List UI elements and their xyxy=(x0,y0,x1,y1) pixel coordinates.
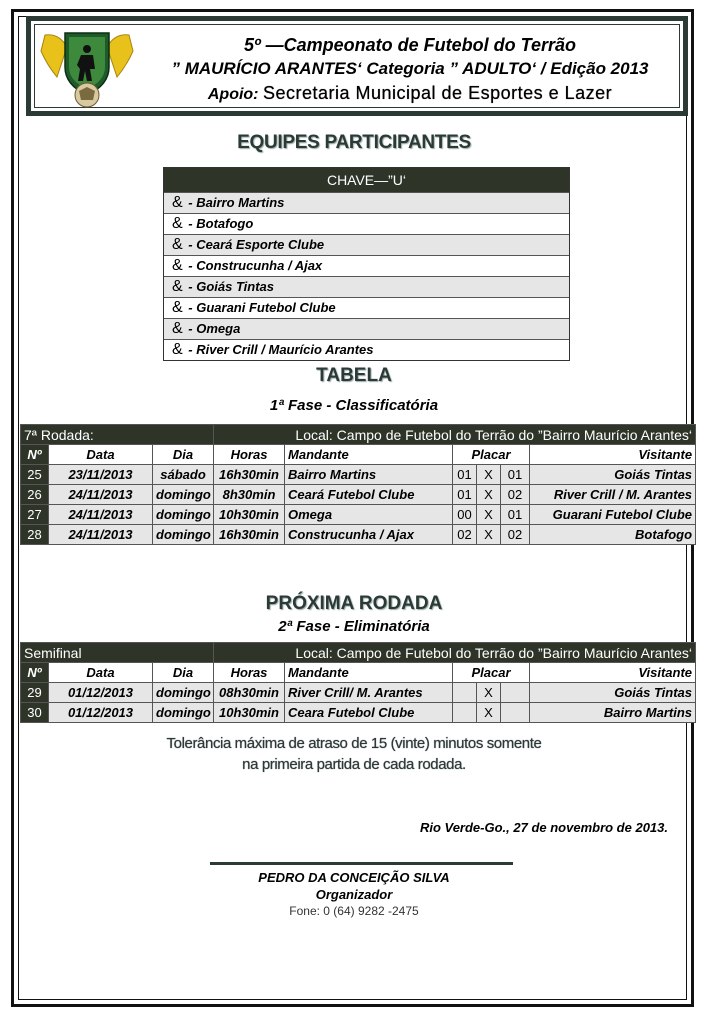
score-separator: X xyxy=(477,683,501,703)
col-score: Placar xyxy=(453,445,530,465)
ampersand-bullet-icon: & xyxy=(172,278,183,295)
group-header: CHAVE—”U‘ xyxy=(164,168,569,192)
home-team: Ceará Futebol Clube xyxy=(285,485,453,505)
col-score: Placar xyxy=(453,663,530,683)
game-number: 25 xyxy=(21,465,49,485)
home-team: Omega xyxy=(285,505,453,525)
home-score xyxy=(453,683,477,703)
game-number: 28 xyxy=(21,525,49,545)
tolerance-note-line2: na primeira partida de cada rodada. xyxy=(242,756,466,773)
document-date: Rio Verde-Go., 27 de novembro de 2013. xyxy=(419,820,668,835)
team-row xyxy=(164,255,569,276)
game-time: 16h30min xyxy=(214,525,285,545)
header-box xyxy=(26,16,688,116)
ampersand-bullet-icon: & xyxy=(172,341,183,358)
home-team: Ceara Futebol Clube xyxy=(285,703,453,723)
game-date: 24/11/2013 xyxy=(49,525,153,545)
next-round-title: PRÓXIMA RODADA xyxy=(265,593,443,614)
team-row xyxy=(164,318,569,339)
organizer-name: PEDRO DA CONCEIÇÃO SILVA xyxy=(258,870,450,885)
away-team: Bairro Martins xyxy=(530,703,696,723)
col-home: Mandante xyxy=(285,445,453,465)
game-time: 08h30min xyxy=(214,683,285,703)
game-row xyxy=(21,703,696,723)
game-day: domingo xyxy=(153,703,214,723)
team-row xyxy=(164,213,569,234)
game-number: 27 xyxy=(21,505,49,525)
away-score xyxy=(501,683,530,703)
game-row xyxy=(21,465,696,485)
away-team: Guarani Futebol Clube xyxy=(530,505,696,525)
game-date: 01/12/2013 xyxy=(49,683,153,703)
team-name: - River Crill / Maurício Arantes xyxy=(188,342,374,357)
score-separator: X xyxy=(477,525,501,545)
organizer-role: Organizador xyxy=(315,887,393,902)
team-row xyxy=(164,339,569,360)
game-time: 10h30min xyxy=(214,703,285,723)
team-row xyxy=(164,234,569,255)
teams-title: EQUIPES PARTICIPANTES xyxy=(237,132,471,153)
teams-table xyxy=(163,167,570,361)
team-row xyxy=(164,192,569,213)
away-score: 01 xyxy=(501,465,530,485)
home-score: 00 xyxy=(453,505,477,525)
game-day: sábado xyxy=(153,465,214,485)
away-score xyxy=(501,703,530,723)
phase1-title: 1ª Fase - Classificatória xyxy=(269,397,439,414)
game-row xyxy=(21,485,696,505)
score-separator: X xyxy=(477,485,501,505)
home-score: 01 xyxy=(453,465,477,485)
game-number: 26 xyxy=(21,485,49,505)
ampersand-bullet-icon: & xyxy=(172,215,183,232)
away-score: 01 xyxy=(501,505,530,525)
game-number: 30 xyxy=(21,703,49,723)
trophy-shield-logo-icon xyxy=(37,25,137,109)
col-home: Mandante xyxy=(285,663,453,683)
away-team: Botafogo xyxy=(530,525,696,545)
col-day: Dia xyxy=(153,445,214,465)
team-list xyxy=(164,192,569,360)
support-text: Secretaria Municipal de Esportes e Lazer xyxy=(262,83,613,103)
support-label: Apoio: xyxy=(207,86,259,103)
game-time: 16h30min xyxy=(214,465,285,485)
tolerance-note-line1: Tolerância máxima de atraso de 15 (vinte) minutos somente xyxy=(166,735,542,752)
table-title: TABELA xyxy=(316,365,392,386)
team-row xyxy=(164,276,569,297)
col-time: Horas xyxy=(214,663,285,683)
col-num: Nº xyxy=(21,663,49,683)
ampersand-bullet-icon: & xyxy=(172,194,183,211)
home-team: Bairro Martins xyxy=(285,465,453,485)
away-team: Goiás Tintas xyxy=(530,465,696,485)
team-name: - Omega xyxy=(188,321,241,336)
col-away: Visitante xyxy=(530,663,696,683)
col-day: Dia xyxy=(153,663,214,683)
game-row xyxy=(21,525,696,545)
game-number: 29 xyxy=(21,683,49,703)
championship-title: 5º —Campeonato de Futebol do Terrão xyxy=(244,35,576,55)
away-team: River Crill / M. Arantes xyxy=(530,485,696,505)
team-name: - Construcunha / Ajax xyxy=(188,258,323,273)
round7-table xyxy=(20,424,696,545)
col-away: Visitante xyxy=(530,445,696,465)
col-date: Data xyxy=(49,445,153,465)
game-day: domingo xyxy=(153,505,214,525)
away-score: 02 xyxy=(501,525,530,545)
game-day: domingo xyxy=(153,525,214,545)
organizer-phone: Fone: 0 (64) 9282 -2475 xyxy=(289,904,419,918)
team-row xyxy=(164,297,569,318)
game-date: 24/11/2013 xyxy=(49,485,153,505)
score-separator: X xyxy=(477,465,501,485)
game-day: domingo xyxy=(153,485,214,505)
col-time: Horas xyxy=(214,445,285,465)
game-time: 8h30min xyxy=(214,485,285,505)
col-date: Data xyxy=(49,663,153,683)
game-day: domingo xyxy=(153,683,214,703)
away-team: Goiás Tintas xyxy=(530,683,696,703)
ampersand-bullet-icon: & xyxy=(172,236,183,253)
team-name: - Bairro Martins xyxy=(188,195,285,210)
away-score: 02 xyxy=(501,485,530,505)
team-name: - Guarani Futebol Clube xyxy=(188,300,336,315)
home-score: 01 xyxy=(453,485,477,505)
round-label: Semifinal xyxy=(21,643,214,663)
team-name: - Ceará Esporte Clube xyxy=(188,237,325,252)
game-time: 10h30min xyxy=(214,505,285,525)
game-row xyxy=(21,505,696,525)
home-team: River Crill/ M. Arantes xyxy=(285,683,453,703)
semifinal-table xyxy=(20,642,696,723)
venue-label: Local: Campo de Futebol do Terrão do ”Bairro Maurício Arantes‘ xyxy=(214,425,696,445)
ampersand-bullet-icon: & xyxy=(172,257,183,274)
home-team: Construcunha / Ajax xyxy=(285,525,453,545)
game-date: 24/11/2013 xyxy=(49,505,153,525)
round-label: 7ª Rodada: xyxy=(21,425,214,445)
game-row xyxy=(21,683,696,703)
team-name: - Botafogo xyxy=(188,216,254,231)
ampersand-bullet-icon: & xyxy=(172,299,183,316)
home-score xyxy=(453,703,477,723)
game-date: 23/11/2013 xyxy=(49,465,153,485)
championship-subtitle: ” MAURÍCIO ARANTES‘ Categoria ” ADULTO‘ / Edição 2013 xyxy=(171,59,649,78)
venue-label: Local: Campo de Futebol do Terrão do ”Bairro Maurício Arantes‘ xyxy=(214,643,696,663)
col-num: Nº xyxy=(21,445,49,465)
home-score: 02 xyxy=(453,525,477,545)
game-date: 01/12/2013 xyxy=(49,703,153,723)
support-line xyxy=(143,83,677,104)
team-name: - Goiás Tintas xyxy=(188,279,275,294)
phase2-title: 2ª Fase - Eliminatória xyxy=(278,618,430,635)
score-separator: X xyxy=(477,703,501,723)
score-separator: X xyxy=(477,505,501,525)
signature-line xyxy=(210,862,513,865)
ampersand-bullet-icon: & xyxy=(172,320,183,337)
